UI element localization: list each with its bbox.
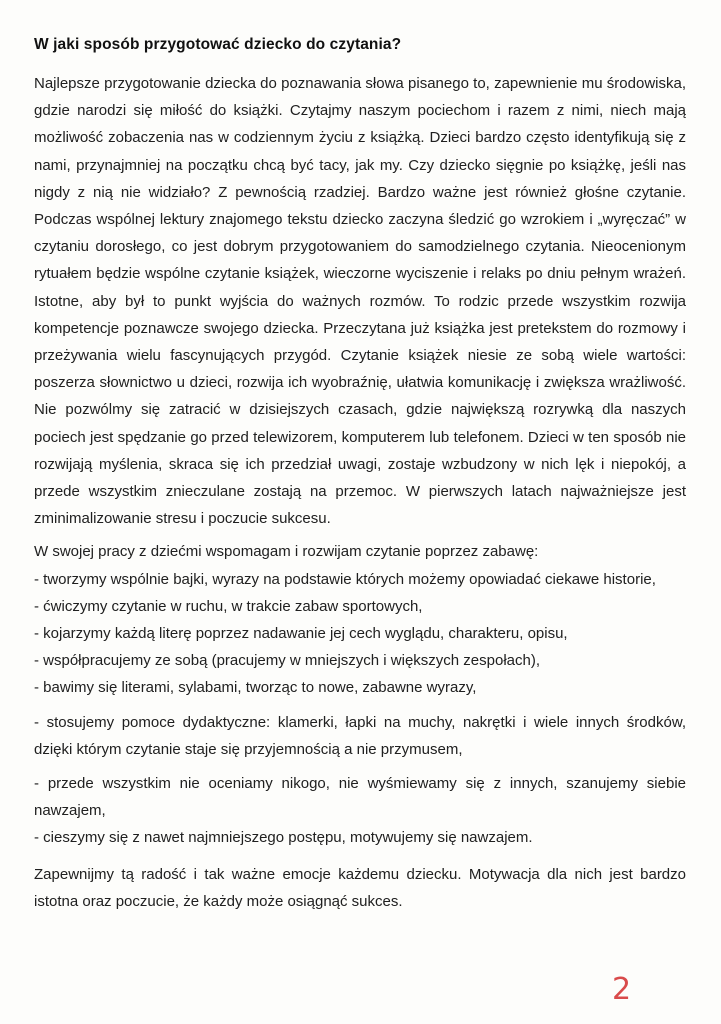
list-intro: W swojej pracy z dziećmi wspomagam i rozwijam czytanie poprzez zabawę: (34, 543, 539, 561)
page-number: 2 (612, 972, 632, 1007)
list-item: - kojarzymy każdą literę poprzez nadawanie jej cech wyglądu, charakteru, opisu, (34, 625, 568, 643)
document-title: W jaki sposób przygotować dziecko do czytania? (34, 36, 402, 53)
list-item: - ćwiczymy czytanie w ruchu, w trakcie zabaw sportowych, (34, 597, 423, 615)
list-item: - współpracujemy ze sobą (pracujemy w mniejszych i większych zespołach), (34, 652, 541, 670)
list-item: - przede wszystkim nie oceniamy nikogo, nie wyśmiewamy się z innych, szanujemy siebie nawzajem, (34, 775, 686, 820)
intro-paragraph: Najlepsze przygotowanie dziecka do poznawania słowa pisanego to, zapewnienie mu środowiska, gdzie narodzi się miłość do książki. Czytajmy naszym pociechom i razem z nimi, niech mają możliwość zobaczenia nas w codziennym życiu z książką. Dzieci bardzo często identyfikują się z nami, przynajmniej na początku chcą być tacy, jak my. Czy dziecko sięgnie po książkę, jeśli nas nigdy z nią nie widziało? Z pewnością rzadziej. Bardzo ważne jest również głośne czytanie. Podczas wspólnej lektury znajomego tekstu dziecko zaczyna śledzić go wzrokiem i „wyręczać” w czytaniu dorosłego, co jest dobrym przygotowaniem do samodzielnego czytania. Nieocenionym rytuałem będzie wspólne czytanie książek, wieczorne wyciszenie i relaks po dniu pełnym wrażeń. Istotne, aby był to punkt wyjścia do ważnych rozmów. To rodzic przede wszystkim rozwija kompetencje poznawcze swojego dziecka. Przeczytana już książka jest pretekstem do rozmowy i przeżywania wielu fascynujących przygód. Czytanie książek niesie ze sobą wiele wartości: poszerza słownictwo u dzieci, rozwija ich wyobraźnię, ułatwia komunikację i zwiększa wrażliwość. Nie pozwólmy się zatracić w dzisiejszych czasach, gdzie największą rozrywką dla naszych pociech jest spędzanie go przed telewizorem, komputerem lub telefonem. Dzieci w ten sposób nie rozwijają myślenia, skraca się ich przedział uwagi, zostaje wzbudzony w nich lęk i niepokój, a przede wszystkim znieczulane zostają na przemoc. W pierwszych latach najważniejsze jest zminimalizowanie stresu i poczucie sukcesu. (34, 75, 686, 528)
list-item: - stosujemy pomoce dydaktyczne: klamerki, łapki na muchy, nakrętki i wiele innych środków, dzięki którym czytanie staje się przyjemnością a nie przymusem, (34, 713, 686, 758)
list-item: - cieszymy się z nawet najmniejszego postępu, motywujemy się nawzajem. (34, 829, 533, 847)
list-item: - bawimy się literami, sylabami, tworząc to nowe, zabawne wyrazy, (34, 679, 477, 697)
list-item: - tworzymy wspólnie bajki, wyrazy na podstawie których możemy opowiadać ciekawe historie, (34, 570, 656, 588)
document-body (34, 70, 686, 915)
closing-paragraph: Zapewnijmy tą radość i tak ważne emocje każdemu dziecku. Motywacja dla nich jest bardzo istotna oraz poczucie, że każdy może osiągnąć sukces. (34, 865, 686, 910)
activities-list (34, 538, 686, 851)
